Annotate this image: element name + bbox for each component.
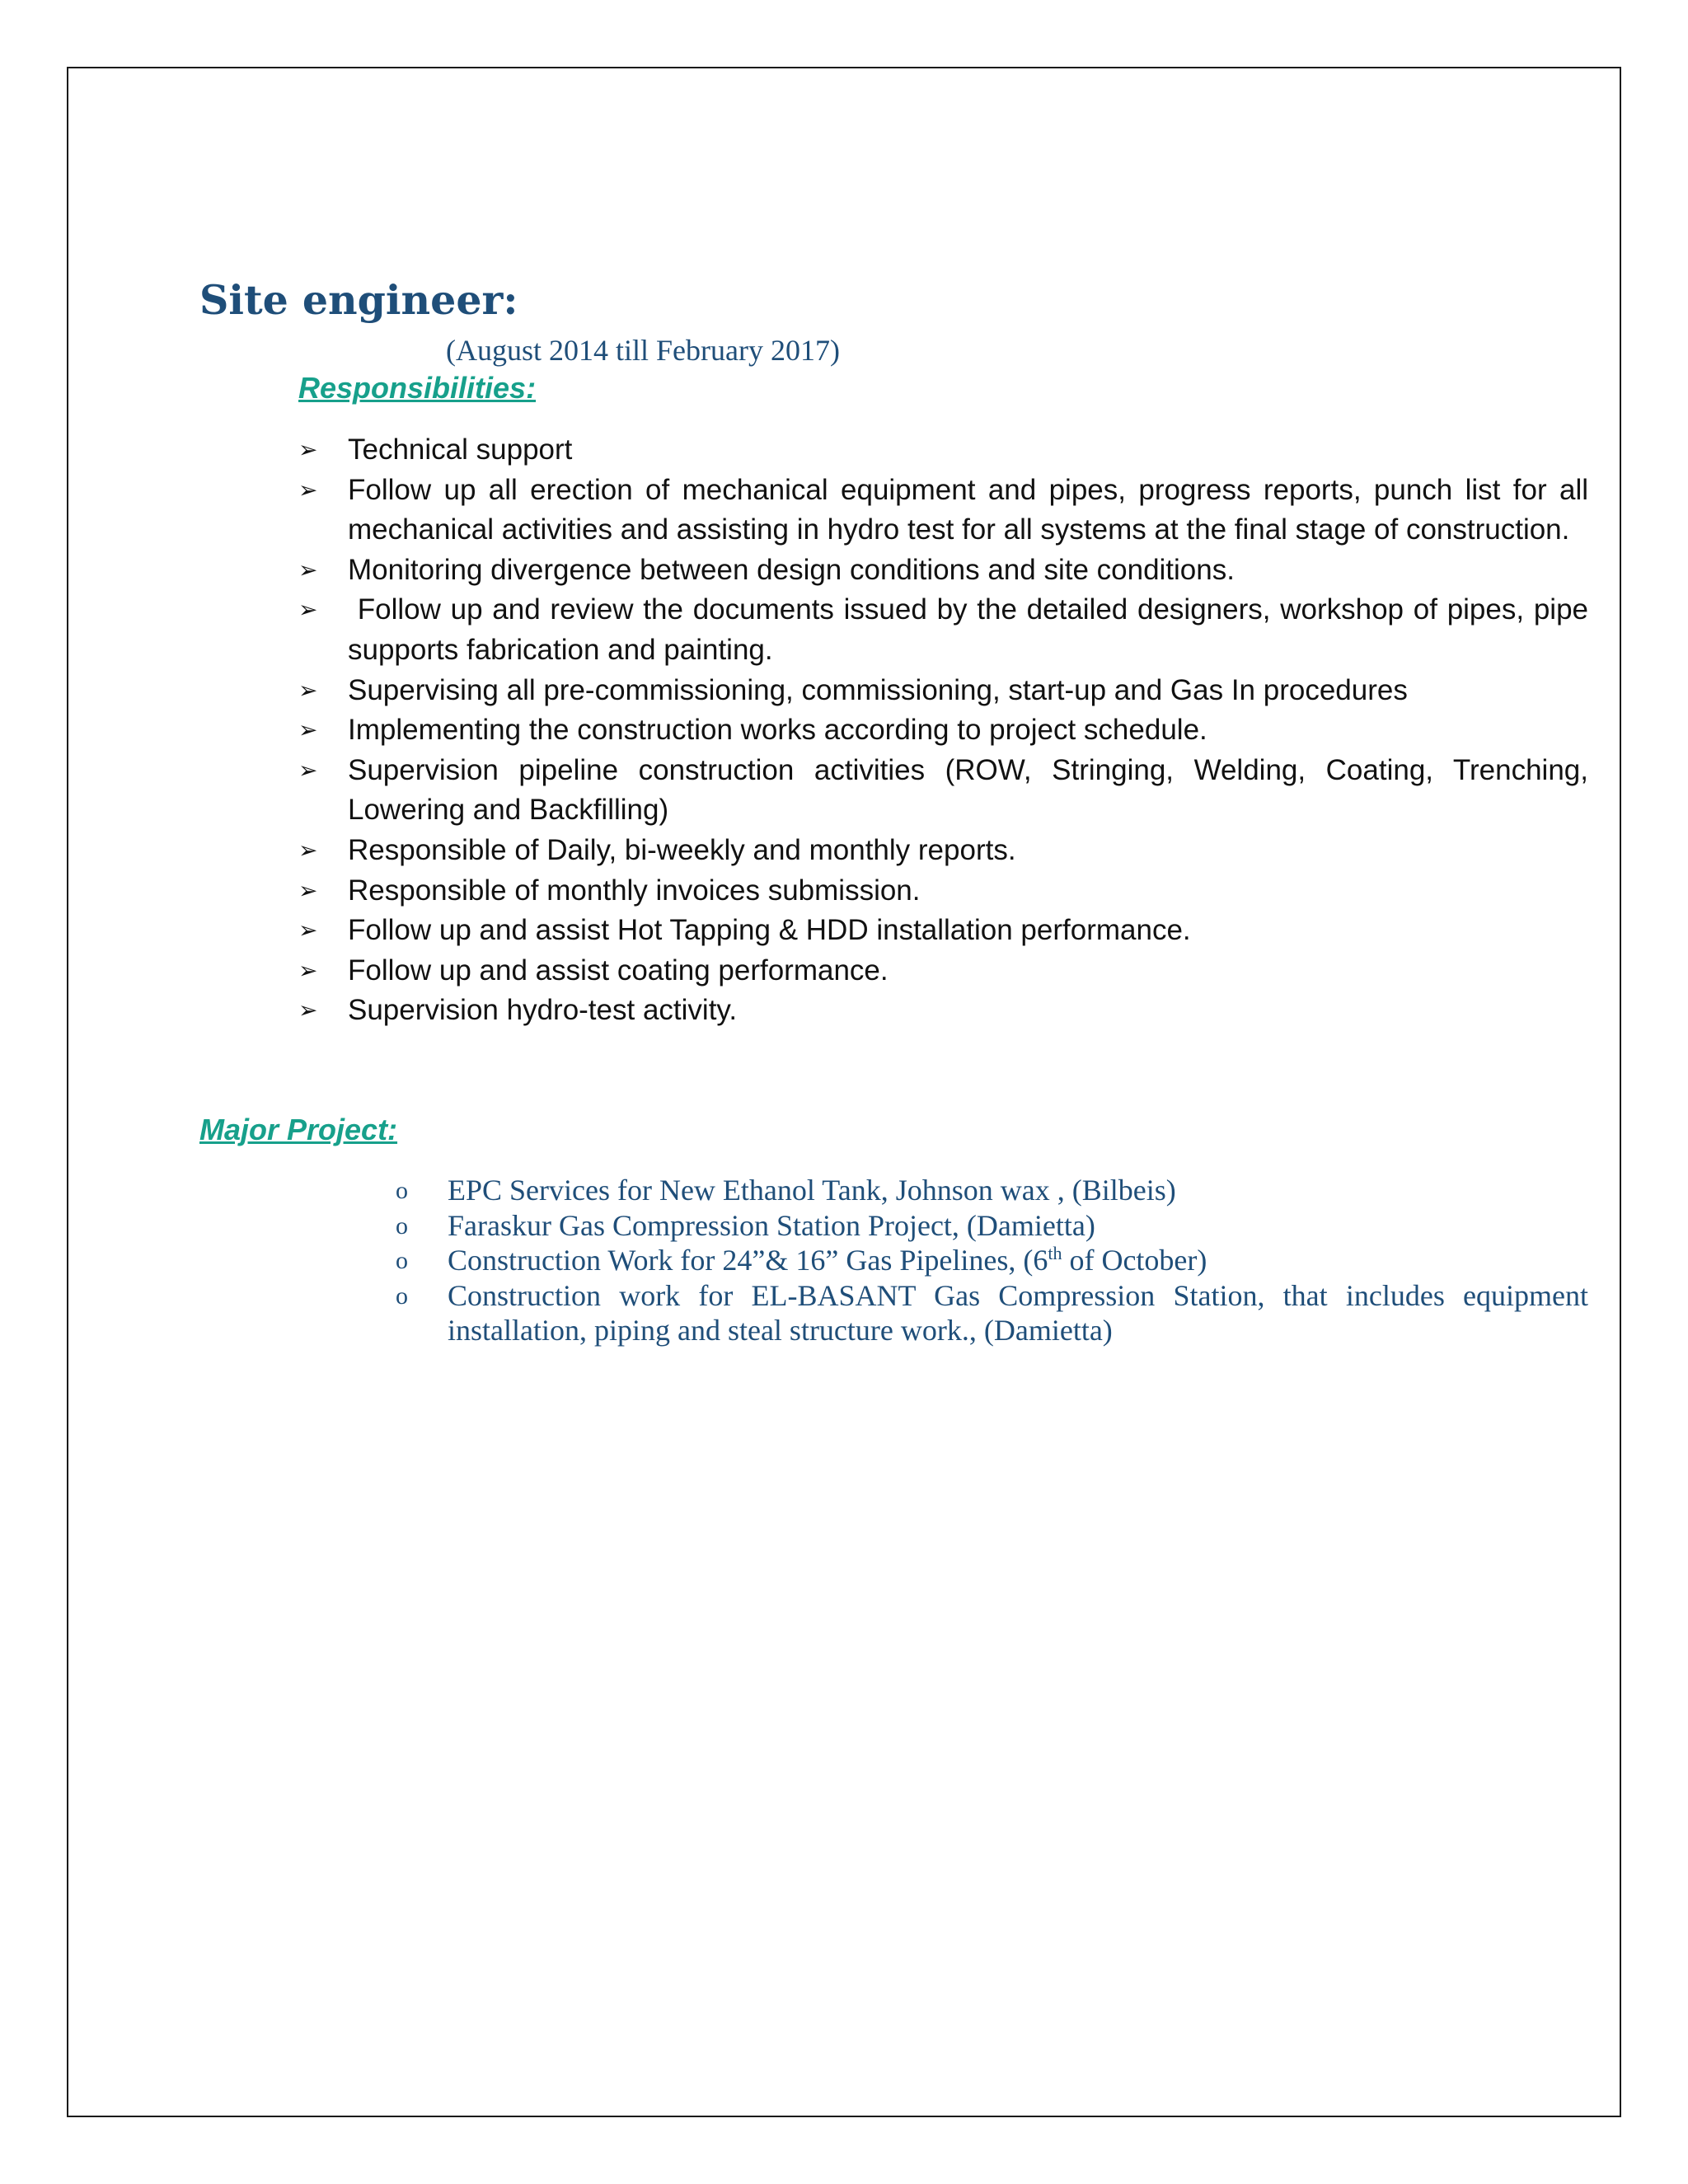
ordinal-suffix: th xyxy=(1048,1243,1062,1263)
arrowhead-bullet-icon: ➢ xyxy=(298,837,318,863)
hollow-circle-bullet-icon: o xyxy=(396,1247,408,1274)
arrowhead-bullet-icon: ➢ xyxy=(298,677,318,703)
list-item xyxy=(298,911,1588,951)
list-item xyxy=(396,1208,1588,1244)
project-text: Faraskur Gas Compression Station Project, (Damietta) xyxy=(448,1208,1095,1242)
responsibility-text: Follow up and assist Hot Tapping & HDD installation performance. xyxy=(348,914,1191,947)
responsibility-text: Responsible of Daily, bi-weekly and monthly reports. xyxy=(348,833,1016,866)
list-item xyxy=(298,590,1597,670)
project-text-part: of October) xyxy=(1062,1244,1207,1277)
arrowhead-bullet-icon: ➢ xyxy=(298,997,318,1024)
list-item xyxy=(298,871,1588,912)
responsibility-text: Monitoring divergence between design conditions and site conditions. xyxy=(348,553,1235,586)
responsibility-text: Supervision hydro-test activity. xyxy=(348,994,738,1027)
responsibility-text: Responsible of monthly invoices submission. xyxy=(348,874,921,907)
arrowhead-bullet-icon: ➢ xyxy=(298,957,318,983)
list-item xyxy=(396,1278,1588,1348)
list-item xyxy=(298,751,1588,831)
list-item xyxy=(298,991,1588,1031)
responsibility-text: Supervision pipeline construction activities (ROW, Stringing, Welding, Coating, Trenching, Lowering and Backfilling) xyxy=(348,753,1588,827)
job-title: Site engineer: xyxy=(199,276,518,324)
projects-list xyxy=(396,1173,1588,1348)
list-item xyxy=(298,551,1588,591)
responsibilities-heading: Responsibilities: xyxy=(298,371,537,405)
project-text xyxy=(448,1244,1207,1277)
responsibility-text: Follow up and review the documents issued by the detailed designers, workshop of pipes, pipe supports fabrication and painting. xyxy=(348,593,1597,666)
list-item xyxy=(298,951,1588,991)
job-period: (August 2014 till February 2017) xyxy=(446,334,840,367)
list-item xyxy=(298,430,1588,471)
responsibility-text: Implementing the construction works according to project schedule. xyxy=(348,714,1207,747)
arrowhead-bullet-icon: ➢ xyxy=(298,476,318,503)
list-item xyxy=(298,710,1588,751)
list-item xyxy=(396,1173,1588,1208)
responsibility-text: Supervising all pre-commissioning, commissioning, start-up and Gas In procedures xyxy=(348,673,1408,706)
list-item xyxy=(298,831,1588,871)
responsibility-text: Technical support xyxy=(348,434,573,466)
project-text: Construction work for EL-BASANT Gas Compression Station, that includes equipment installation, piping and steal structure work., (Damietta) xyxy=(448,1278,1588,1347)
hollow-circle-bullet-icon: o xyxy=(396,1212,408,1240)
arrowhead-bullet-icon: ➢ xyxy=(298,556,318,583)
major-project-heading: Major Project: xyxy=(199,1113,398,1146)
arrowhead-bullet-icon: ➢ xyxy=(298,717,318,743)
arrowhead-bullet-icon: ➢ xyxy=(298,597,318,623)
hollow-circle-bullet-icon: o xyxy=(396,1282,408,1310)
list-item xyxy=(298,471,1588,551)
responsibilities-list xyxy=(298,430,1597,1031)
arrowhead-bullet-icon: ➢ xyxy=(298,877,318,903)
project-text: EPC Services for New Ethanol Tank, Johnson wax , (Bilbeis) xyxy=(448,1174,1176,1207)
list-item xyxy=(396,1243,1588,1278)
responsibility-text: Follow up and assist coating performance. xyxy=(348,954,889,987)
responsibility-text: Follow up all erection of mechanical equipment and pipes, progress reports, punch list for all mechanical activities and assisting in hydro test for all systems at the final stage of construction. xyxy=(348,473,1588,546)
project-text-part: Construction Work for 24”& 16” Gas Pipelines, (6 xyxy=(448,1244,1048,1277)
arrowhead-bullet-icon: ➢ xyxy=(298,437,318,462)
arrowhead-bullet-icon: ➢ xyxy=(298,757,318,783)
list-item xyxy=(298,671,1588,711)
arrowhead-bullet-icon: ➢ xyxy=(298,917,318,944)
hollow-circle-bullet-icon: o xyxy=(396,1177,408,1204)
